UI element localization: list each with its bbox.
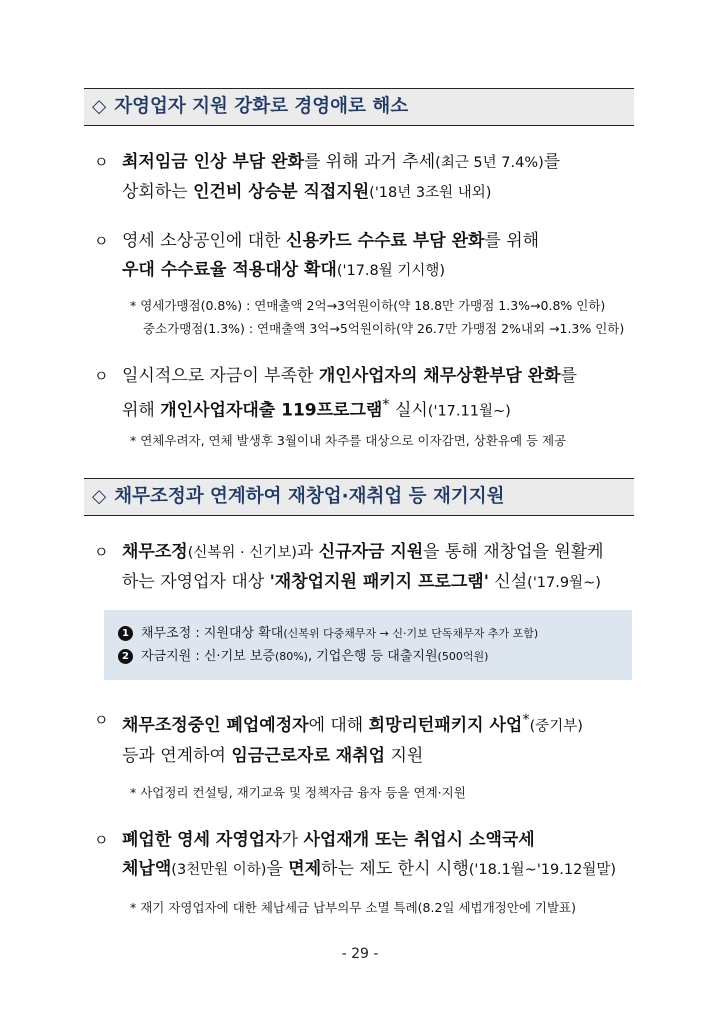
footnote: * 영세가맹점(0.8%) : 연매출액 2억→3억원이하(약 18.8만 가맹점 1.3%→0.8% 인하) (130, 298, 606, 313)
text-line (94, 855, 616, 885)
small-text: (3천만원 이하) (171, 862, 267, 878)
text: 하는 제도 한시 시행 (321, 859, 469, 879)
section-header-2 (84, 478, 634, 516)
text-line (94, 538, 604, 568)
text: 신설 (488, 572, 528, 592)
text-line (94, 391, 577, 427)
bold-text: 임금근로자로 재취업 (231, 745, 386, 766)
bold-text: 개인사업자대출 119프로그램 (160, 400, 383, 421)
footnote: * 사업정리 컨설팅, 재기교육 및 정책자금 융자 등을 연계·지원 (130, 785, 466, 800)
small-text: (최근 5년 7.4%) (435, 155, 544, 171)
text: 를 (560, 366, 578, 386)
small-text: ('18년 3조원 내외) (369, 185, 492, 201)
text: 위해 (122, 400, 161, 421)
text: 영세 소상공인에 대한 (122, 231, 287, 251)
list-item (94, 148, 560, 208)
text-line (94, 227, 539, 256)
text: 일시적으로 자금이 부족한 (122, 366, 319, 386)
bold-text: 사업재개 또는 취업시 소액국세 (303, 830, 535, 850)
bold-text: 우대 수수료율 적용대상 확대 (122, 260, 337, 280)
bullet-icon: ㅇ (94, 367, 109, 385)
box-row (118, 645, 632, 668)
box-detail: (500억원) (437, 650, 489, 663)
superscript: * (382, 397, 390, 413)
list-item (94, 706, 583, 771)
text: 지원 (385, 745, 424, 766)
footnote: 중소가맹점(1.3%) : 연매출액 3억→5억원이하(약 26.7만 가맹점 2%내외 →1.3% 인하) (143, 321, 625, 336)
text-line (94, 178, 560, 208)
bold-text: 인건비 상승분 직접지원 (193, 182, 370, 202)
box-label: 채무조정 : 지원대상 확대 (141, 626, 284, 641)
bullet-icon: ㅇ (94, 232, 109, 250)
text: 실시 (389, 400, 428, 421)
small-text: ('17.9월~) (527, 575, 601, 591)
box-row (118, 622, 632, 645)
list-item (94, 362, 577, 427)
bold-text: 면제 (288, 859, 322, 879)
bold-text: 개인사업자의 채무상환부담 완화 (318, 366, 561, 386)
circled-number-icon: 1 (118, 626, 133, 641)
text: 등과 연계하여 (122, 745, 232, 766)
section-title: 채무조정과 연계하여 재창업·재취업 등 재기지원 (114, 486, 505, 507)
bold-text: 채무조정 (122, 542, 188, 562)
list-item (94, 538, 604, 598)
footnote: * 재기 자영업자에 대한 체납세금 납부의무 소멸 특례(8.2일 세법개정안에 기발표) (130, 900, 576, 915)
list-item (94, 826, 616, 885)
text-line (94, 362, 577, 391)
box-detail: (신복위 다중채무자 → 신·기보 단독채무자 추가 포함) (283, 627, 539, 640)
text: 과 (296, 542, 319, 562)
text-line (94, 256, 539, 286)
text: 를 위해 과거 추세 (303, 152, 436, 172)
bold-text: 최저임금 인상 부담 완화 (122, 152, 304, 172)
bullet-icon: ㅇ (94, 543, 109, 561)
bold-text: 희망리턴패키지 사업 (368, 715, 523, 736)
section-title: 자영업자 지원 강화로 경영애로 해소 (114, 96, 409, 117)
small-text: (신복위 · 신기보) (187, 545, 297, 561)
box-label: , 기업은행 등 대출지원 (307, 649, 438, 664)
text: 상회하는 (122, 182, 194, 202)
text: 하는 자영업자 대상 (122, 572, 270, 592)
diamond-icon: ◇ (92, 486, 107, 507)
small-text: ('18.1월~'19.12월말) (468, 862, 617, 878)
bold-text: 채무조정중인 폐업예정자 (122, 715, 309, 736)
section-header-1 (84, 88, 634, 126)
circled-number-icon: 2 (118, 649, 133, 664)
small-text: ('17.11월~) (427, 403, 511, 420)
text: 가 (281, 830, 304, 850)
bullet-icon: ㅇ (94, 831, 109, 849)
list-item (94, 227, 539, 286)
page-number: - 29 - (341, 946, 379, 962)
diamond-icon: ◇ (92, 96, 107, 117)
superscript: * (522, 712, 530, 728)
text-line (94, 826, 616, 855)
text: 을 통해 재창업을 원활케 (423, 542, 604, 562)
text-line (94, 148, 560, 178)
summary-box (104, 610, 632, 680)
box-label: 자금지원 : 신·기보 보증 (141, 649, 275, 664)
text: 을 (266, 859, 289, 879)
bold-text: '재창업지원 패키지 프로그램' (269, 572, 489, 592)
text: 를 위해 (484, 231, 540, 251)
bullet-icon: ㅇ (94, 153, 109, 171)
bold-text: 신규자금 지원 (318, 542, 424, 562)
text: 에 대해 (308, 715, 369, 736)
bullet-icon: ㅇ (94, 711, 109, 729)
text: 를 (543, 152, 561, 172)
bold-text: 폐업한 영세 자영업자 (122, 830, 282, 850)
bold-text: 체납액 (122, 859, 172, 879)
small-text: (중기부) (529, 718, 583, 735)
box-detail: (80%) (274, 650, 308, 663)
text-line (94, 742, 583, 771)
text-line (94, 568, 604, 598)
small-text: ('17.8월 기시행) (336, 263, 446, 279)
text-line (94, 706, 583, 742)
footnote: * 연체우려자, 연체 발생후 3월이내 차주를 대상으로 이자감면, 상환유예 등 제공 (130, 433, 567, 448)
bold-text: 신용카드 수수료 부담 완화 (286, 231, 485, 251)
